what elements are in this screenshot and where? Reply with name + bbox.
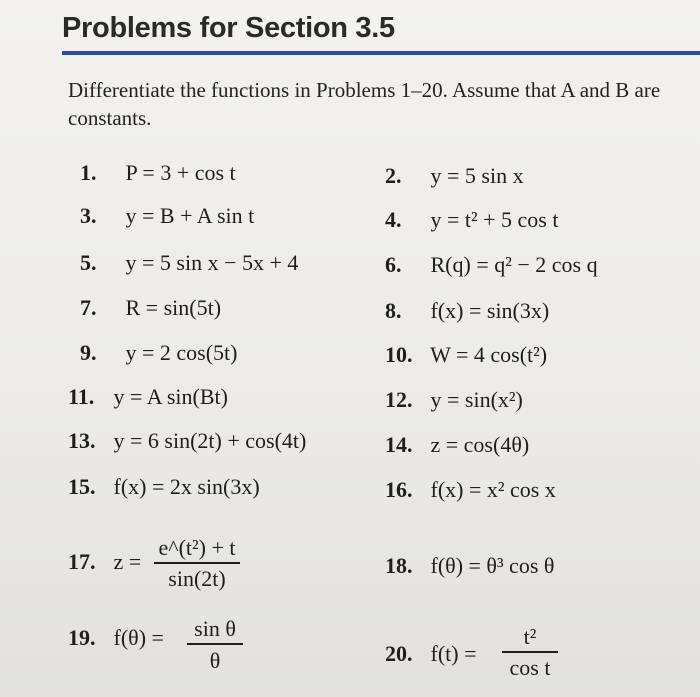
problem-11: 11. y = A sin(Bt)	[68, 384, 228, 409]
problem-17-fraction-bar	[154, 562, 240, 564]
problem-14: 14. z = cos(4θ)	[385, 432, 530, 457]
problem-16: 16. f(x) = x² cos x	[385, 477, 556, 502]
problem-17-denominator: sin(2t)	[168, 566, 226, 591]
problem-7: 7. R = sin(5t)	[80, 295, 222, 320]
problem-20-label: 20. f(t) =	[385, 641, 477, 666]
problem-13: 13. y = 6 sin(2t) + cos(4t)	[68, 428, 307, 453]
problem-4: 4. y = t² + 5 cos t	[385, 207, 559, 232]
problem-1: 1. P = 3 + cos t	[80, 160, 236, 185]
problem-8: 8. f(x) = sin(3x)	[385, 298, 550, 323]
problem-9: 9. y = 2 cos(5t)	[80, 340, 238, 365]
problem-2: 2. y = 5 sin x	[385, 163, 524, 188]
problem-20-fraction-bar	[502, 651, 558, 653]
problem-17-numerator: e^(t²) + t	[158, 535, 236, 560]
problem-15: 15. f(x) = 2x sin(3x)	[68, 474, 260, 499]
problem-18: 18. f(θ) = θ³ cos θ	[385, 553, 555, 578]
problem-19-fraction-bar	[187, 643, 243, 645]
problem-20-numerator: t²	[523, 624, 537, 649]
problem-19-label: 19. f(θ) =	[68, 625, 164, 650]
problem-10: 10. W = 4 cos(t²)	[385, 342, 548, 367]
title-underline	[62, 51, 700, 55]
problem-19-denominator: θ	[209, 648, 221, 673]
problem-17-label: 17. z =	[68, 549, 142, 574]
problem-20-denominator: cos t	[509, 655, 551, 680]
problem-6: 6. R(q) = q² − 2 cos q	[385, 252, 598, 277]
problem-12: 12. y = sin(x²)	[385, 387, 523, 412]
problem-5: 5. y = 5 sin x − 5x + 4	[80, 250, 299, 275]
section-title: Problems for Section 3.5	[62, 12, 395, 44]
problem-19-numerator: sin θ	[194, 616, 236, 641]
problem-3: 3. y = B + A sin t	[80, 203, 255, 228]
instructions: Differentiate the functions in Problems 1–20. Assume that A and B are constants.	[68, 78, 661, 130]
